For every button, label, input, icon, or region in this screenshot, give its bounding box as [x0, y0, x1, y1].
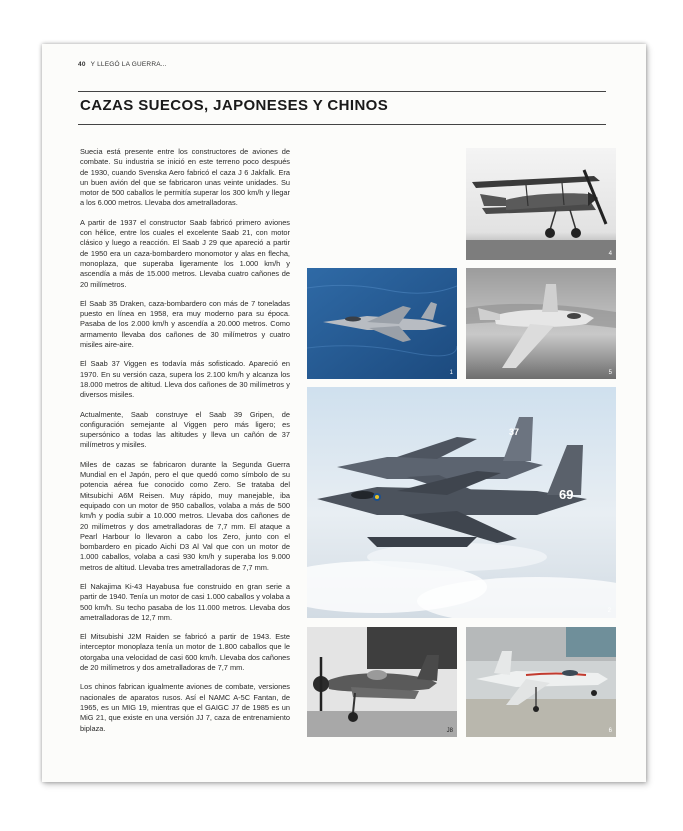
photo-chinese-jet: [466, 627, 616, 737]
biplane-icon: [466, 148, 616, 260]
jet-fighter-icon: [466, 627, 616, 737]
paragraph-2: A partir de 1937 el constructor Saab fabricó primero aviones con hélice, entre los cuales el excelente Saab 21, con motor clásico y luego a reacción. El Saab J 29 que apareció a partir de 1950 era un caza-bombardero monomotor y alas en flecha, monoplaza, que superaba ligeramente los 1.000 km/h y ascendía a más de 15.000 metros. Llevaba cuatro cañones de 20 milímetros.: [80, 217, 290, 289]
photo-gripen-sea: [307, 268, 457, 379]
propeller-fighter-icon: [307, 627, 457, 737]
photo-number: 2: [607, 608, 611, 614]
photo-number: 5: [608, 370, 612, 376]
paragraph-7: El Nakajima Ki-43 Hayabusa fue construido en gran serie a partir de 1940. Tenía un motor de casi 1.000 caballos y volaba a 500 km/h. Su techo pasaba de los 11.000 metros. Llevaba dos ametralladoras de 12,7 mm.: [80, 581, 290, 622]
paragraph-6: Miles de cazas se fabricaron durante la Segunda Guerra Mundial en el Japón, pero el que quedó como símbolo de su potencia aérea fue conocido como Zero. Se trataba del Mitsubichi A6M Reisen. Muy rápido, muy manejable, iba equipado con un motor de 950 caballos, volaba a más de 500 km/h y podía subir a 10.000 metros. Llevaba dos cañones de 20 milímetros y dos ametralladoras de 7,7 mm. El ataque a Pearl Harbour lo llevaron a cabo los Zero, junto con el bombardero en picado Aichi D3 Al Val que con un motor de 1.000 caballos, volaba a casi 930 km/h y superaba los 9.000 metros de altitud. Llevaba tres ametralladoras de 7,7 mm.: [80, 459, 290, 572]
body-text-column: [80, 147, 290, 743]
photo-biplane: [466, 148, 616, 260]
paragraph-8: El Mitsubishi J2M Raiden se fabricó a partir de 1943. Este interceptor monoplaza tenía un motor de 1.800 caballos que le otorgaba una velocidad de casi 600 km/h. Llevaba dos cañones de 20 milímetros y dos ametralladoras de 7,7 mm.: [80, 632, 290, 673]
paragraph-5: Actualmente, Saab construye el Saab 39 Gripen, de configuración semejante al Viggen pero más ligero; es supersónico a todas las altitudes y lleva un cañón de 37 milímetros y misiles.: [80, 409, 290, 450]
section-name: Y LLEGÓ LA GUERRA...: [90, 61, 167, 68]
photo-number: 6: [608, 728, 612, 734]
photo-saab-j29: [466, 268, 616, 379]
jet-fighter-icon: [307, 387, 616, 618]
title-top-rule: [78, 91, 606, 92]
photo-number: J8: [446, 728, 453, 734]
photo-propeller-fighter: [307, 627, 457, 737]
tail-marking-a: 37: [509, 427, 520, 437]
tail-marking-b: 69: [559, 487, 574, 502]
paragraph-4: El Saab 37 Viggen es todavía más sofisticado. Apareció en 1970. En su versión caza, supera los 2.100 km/h y alcanza los 18.000 metros de altitud. Lleva dos cañones de 30 milímetros y diversos misiles.: [80, 359, 290, 400]
photo-viggen-formation: [307, 387, 616, 618]
book-page: [42, 44, 646, 782]
photo-number: 4: [608, 251, 612, 257]
running-header: [78, 61, 167, 68]
page-number: 40: [78, 61, 86, 68]
paragraph-9: Los chinos fabrican igualmente aviones de combate, versiones nacionales de aparatos rusos. Así el NAMC A-5C Fantan, de 1965, es un MIG 19, mientras que el GAIGC J7 de 1985 es un MiG 21, que existe en una versión JJ 7, caza de entrenamiento biplaza.: [80, 682, 290, 733]
paragraph-1: Suecia está presente entre los constructores de aviones de combate. Su industria se inició en este terreno poco después de 1930, cuando Svenska Aero fabricó el caza J 6 Jakfalk. Era un buen avión del que se fabricaron unas veinte unidades. Su motor de 500 caballos le permitía superar los 300 km/h y llegar a los 6.000 metros. Llevaba dos ametralladoras.: [80, 147, 290, 208]
jet-fighter-icon: [466, 268, 616, 379]
title-bottom-rule: [78, 124, 606, 125]
jet-fighter-icon: [307, 268, 457, 379]
photo-number: 1: [449, 370, 453, 376]
paragraph-3: El Saab 35 Draken, caza-bombardero con más de 7 toneladas puesto en línea en 1958, era muy moderno para su época. Pasaba de los 2.000 km/h y ascendía a 20.000 metros. Como armamento llevaba dos cañones de 30 milímetros y cuatro misiles aire-aire.: [80, 298, 290, 350]
page-title: CAZAS SUECOS, JAPONESES Y CHINOS: [80, 97, 389, 114]
